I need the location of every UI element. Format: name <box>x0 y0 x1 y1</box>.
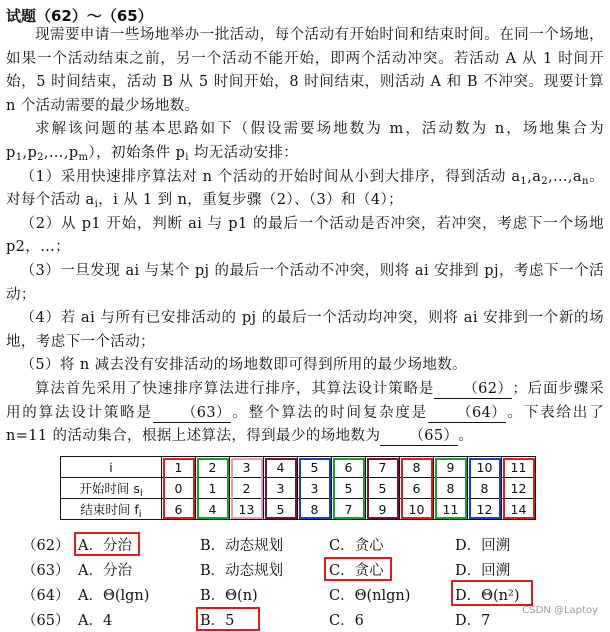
cell: 8 <box>298 499 332 520</box>
column-highlight-box <box>367 458 399 519</box>
cell: 4 <box>264 457 298 478</box>
column-highlight-box <box>401 458 433 519</box>
step-2: （2）从 p1 开始，判断 ai 与 p1 的最后一个活动是否冲突，若冲突，考虑下一个场地 p2，…； <box>6 215 604 256</box>
cell: 3 <box>298 478 332 499</box>
cell: 11 <box>502 457 536 478</box>
cell: 7 <box>332 499 366 520</box>
cell: 6 <box>400 478 434 499</box>
option-d[interactable]: D．回溯 <box>455 538 511 554</box>
cell: 6 <box>332 457 366 478</box>
cell: 5 <box>332 478 366 499</box>
option-c[interactable]: C．贪心 <box>329 563 384 579</box>
question-title: 试题（62）～（65） <box>6 7 153 25</box>
selected-answer-mark <box>74 532 140 556</box>
question-sentence: 算法首先采用了快速排序算法进行排序，其算法设计策略是 （62）；后面步骤采用的算法设计策略是 （63）。整个算法的时间复杂度是 （64）。下表给出了 n=11 的活动集合，根据上述算法，得到最少的场地数为 （65）。 <box>6 380 604 445</box>
cell: 8 <box>434 478 468 499</box>
cell: 1 <box>162 457 196 478</box>
question-number: （62） <box>22 538 70 554</box>
selected-answer-mark <box>196 607 260 631</box>
cell: 13 <box>230 499 264 520</box>
option-a[interactable]: A．分治 <box>78 538 132 554</box>
selected-answer-mark <box>451 580 533 606</box>
step-1: （1）采用快速排序算法对 n 个活动的开始时间从小到大排序，得到活动 $a_1,a_2,\dots,a_n$。对每个活动 $a_i$，i 从 1 到 n，重复步骤（2）、（3）和（4）； <box>6 168 605 211</box>
cell: 8 <box>468 478 502 499</box>
cell: 10 <box>468 457 502 478</box>
cell: 5 <box>264 499 298 520</box>
option-b[interactable]: B．Θ(n) <box>200 588 258 604</box>
column-highlight-box <box>435 458 467 519</box>
question-number: （65） <box>22 613 70 629</box>
cell: 0 <box>162 478 196 499</box>
cell: 5 <box>298 457 332 478</box>
row-header-end: 结束时间 $f_i$ <box>61 499 162 520</box>
question-number: （63） <box>22 563 70 579</box>
column-highlight-box <box>197 458 229 519</box>
option-c[interactable]: C．Θ(nlgn) <box>329 588 411 604</box>
column-highlight-box <box>299 458 331 519</box>
cell: 5 <box>366 478 400 499</box>
selected-answer-mark <box>324 557 392 581</box>
option-d[interactable]: D．回溯 <box>455 563 511 579</box>
place-set: $p_1,p_2,\dots,p_m$ <box>6 144 89 163</box>
cell: 2 <box>196 457 230 478</box>
cell: 3 <box>230 457 264 478</box>
column-highlight-box <box>503 458 535 519</box>
cell: 14 <box>502 499 536 520</box>
watermark: CSDN @Laptoy <box>522 605 598 616</box>
column-highlight-box <box>265 458 297 519</box>
question-number: （64） <box>22 588 70 604</box>
cell: 4 <box>196 499 230 520</box>
idea-paragraph: 求解该问题的基本思路如下（假设需要场地数为 m，活动数为 n，场地集合为 $p_1,p_2,\dots,p_m$），初始条件 $p_i$ 均无活动安排： <box>6 121 604 163</box>
option-b[interactable]: B．5 <box>200 613 235 629</box>
cell: 1 <box>196 478 230 499</box>
column-highlight-box <box>469 458 501 519</box>
blank-62: （62） <box>434 380 512 399</box>
blank-63: （63） <box>153 404 231 423</box>
cell: 6 <box>162 499 196 520</box>
option-c[interactable]: C．贪心 <box>329 538 384 554</box>
step-3: （3）一旦发现 ai 与某个 pj 的最后一个活动不冲突，则将 ai 安排到 pj，考虑下一个活动； <box>6 262 604 303</box>
cell: 2 <box>230 478 264 499</box>
step-5: （5）将 n 减去没有安排活动的场地数即可得到所用的最少场地数。 <box>20 357 468 374</box>
option-b[interactable]: B．动态规划 <box>200 563 284 579</box>
cell: 9 <box>434 457 468 478</box>
column-highlight-box <box>163 458 195 519</box>
option-a[interactable]: A．分治 <box>78 563 132 579</box>
column-highlight-box <box>231 458 263 519</box>
intro-paragraph: 现需要申请一些场地举办一批活动，每个活动有开始时间和结束时间。在同一个场地，如果一个活动结束之前，另一个活动不能开始，即两个活动冲突。若活动 A 从 1 时间开始，5 时间结束，活动 B 从 5 时间开始，8 时间结束，则活动 A 和 B 不冲突。现要计算 n 个活动需要的最少场地数。 <box>6 27 604 114</box>
cell: 11 <box>434 499 468 520</box>
option-d[interactable]: D．7 <box>455 613 491 629</box>
cell: 10 <box>400 499 434 520</box>
cell: 12 <box>468 499 502 520</box>
blank-64: （64） <box>428 404 506 423</box>
option-a[interactable]: A．Θ(lgn) <box>78 588 150 604</box>
option-d[interactable]: D．Θ(n²) <box>455 588 520 604</box>
step-4: （4）若 ai 与所有已安排活动的 pj 的最后一个活动均冲突，则将 ai 安排到一个新的场地，考虑下一个活动； <box>6 310 604 350</box>
row-header-start: 开始时间 $s_i$ <box>61 478 162 499</box>
cell: 12 <box>502 478 536 499</box>
row-header-i: i <box>61 457 162 478</box>
option-b[interactable]: B．动态规划 <box>200 538 284 554</box>
cell: 9 <box>366 499 400 520</box>
cell: 7 <box>366 457 400 478</box>
option-a[interactable]: A．4 <box>78 613 113 629</box>
column-highlight-box <box>333 458 365 519</box>
cell: 3 <box>264 478 298 499</box>
question-text <box>6 24 604 449</box>
option-c[interactable]: C．6 <box>329 613 364 629</box>
cell: 8 <box>400 457 434 478</box>
blank-65: （65） <box>380 427 458 446</box>
